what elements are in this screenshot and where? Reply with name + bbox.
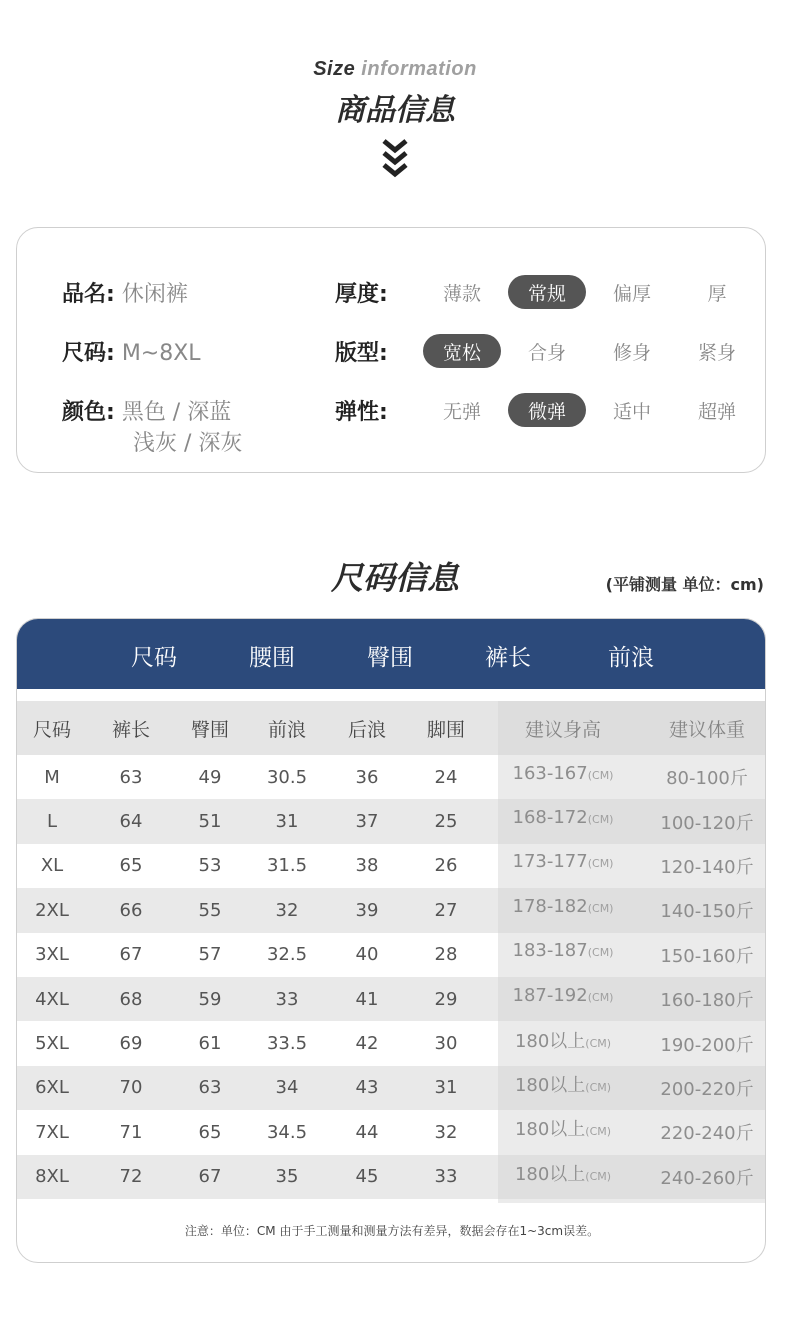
cell-hip: 55 [198,899,222,921]
fit-option-regular: 合身 [527,341,566,364]
cell-leg-opening: 25 [434,811,458,833]
height-value: 178-182 [512,895,588,917]
cell-back-rise: 40 [355,944,379,966]
cell-length: 71 [119,1121,143,1143]
height-unit: (CM) [587,946,614,960]
color-value-line-1: 黑色 / 深蓝 [121,400,232,425]
stretch-option-moderate: 适中 [612,400,651,423]
height-unit: (CM) [585,1080,612,1094]
size-info-title: 尺码信息 [330,559,459,597]
cell-back-rise: 36 [355,766,379,788]
cell-size: 4XL [35,988,69,1010]
size-table-card [16,618,766,1263]
size-word: Size [313,58,356,80]
cell-size: 2XL [35,899,69,921]
cell-leg-opening: 24 [434,766,458,788]
column-header-front-rise: 前浪 [267,718,306,741]
cell-front-rise: 32 [275,899,299,921]
thickness-option-regular: 常规 [508,275,586,309]
color-value-line-2: 浅灰 / 深灰 [133,431,243,456]
product-colors-line-2 [133,426,242,457]
stretch-option-slight: 微弹 [508,393,586,427]
cell-hip: 49 [198,766,222,788]
fit-option-loose: 宽松 [423,334,501,368]
cell-hip: 65 [198,1121,222,1143]
cell-recommended-weight: 80-100斤 [666,768,748,790]
band-label-waist: 腰围 [249,645,295,671]
cell-recommended-weight: 150-160斤 [660,945,754,967]
measurement-band [17,619,766,689]
recommendation-columns-shade [498,701,766,1203]
thickness-row [335,274,763,310]
information-word: information [361,58,477,80]
product-name-value: 休闲裤 [121,282,188,307]
cell-size: 7XL [35,1121,69,1143]
cell-size: 3XL [35,944,69,966]
cell-front-rise: 33 [275,988,299,1010]
cell-back-rise: 37 [355,811,379,833]
cell-recommended-weight: 120-140斤 [660,856,754,878]
height-value: 187-192 [512,984,588,1006]
stretch-row [335,392,763,428]
cell-size: M [44,766,60,788]
thickness-option-thicker: 偏厚 [612,282,651,305]
band-label-front-rise: 前浪 [608,645,654,671]
height-unit: (CM) [585,1169,612,1183]
size-range-value: M~8XL [121,341,201,366]
column-header-leg-opening: 脚围 [426,718,465,741]
cell-size: 5XL [35,1033,69,1055]
cell-leg-opening: 27 [434,899,458,921]
column-header-height: 建议身高 [524,718,601,741]
band-label-size: 尺码 [131,645,177,671]
cell-front-rise: 33.5 [266,1033,308,1055]
height-unit: (CM) [587,768,614,782]
stretch-option-high: 超弹 [697,400,736,423]
cell-back-rise: 41 [355,988,379,1010]
cell-hip: 51 [198,811,222,833]
product-name-label: 品名: [62,282,115,307]
cell-front-rise: 31 [275,811,299,833]
cell-back-rise: 42 [355,1033,379,1055]
cell-front-rise: 32.5 [266,944,308,966]
product-size-range [62,336,201,367]
cell-front-rise: 30.5 [266,766,308,788]
cell-length: 72 [119,1166,143,1188]
cell-length: 66 [119,899,143,921]
cell-leg-opening: 33 [434,1166,458,1188]
height-value: 163-167 [512,762,588,784]
height-value: 173-177 [512,851,588,873]
cell-leg-opening: 32 [434,1121,458,1143]
height-unit: (CM) [587,990,614,1004]
footnote: 注意：单位：CM 由于手工测量和测量方法有差异，数据会存在1~3cm误差。 [184,1224,600,1238]
thickness-option-thick: 厚 [707,282,727,305]
fit-option-tight: 紧身 [697,341,736,364]
cell-hip: 59 [198,988,222,1010]
cell-recommended-weight: 240-260斤 [660,1167,754,1189]
height-value: 180以上 [514,1030,586,1052]
cell-hip: 57 [198,944,222,966]
fit-label: 版型: [335,340,388,366]
height-value: 183-187 [512,940,588,962]
column-header-length: 裤长 [111,718,150,741]
fit-option-slim: 修身 [612,341,651,364]
cell-front-rise: 34.5 [266,1121,308,1143]
cell-front-rise: 35 [275,1166,299,1188]
cell-recommended-weight: 160-180斤 [660,990,754,1012]
cell-front-rise: 34 [275,1077,299,1099]
size-range-label: 尺码: [62,341,115,366]
cell-leg-opening: 31 [434,1077,458,1099]
cell-recommended-weight: 190-200斤 [660,1034,754,1056]
column-header-size: 尺码 [32,718,71,741]
stretch-option-none: 无弹 [442,400,481,423]
cell-leg-opening: 29 [434,988,458,1010]
cell-leg-opening: 30 [434,1033,458,1055]
column-header-weight: 建议体重 [668,718,745,741]
height-unit: (CM) [587,813,614,827]
cell-length: 68 [119,988,143,1010]
cell-length: 70 [119,1077,143,1099]
measurement-note: (平铺测量 单位：cm) [605,575,764,594]
height-value: 168-172 [512,807,588,829]
cell-recommended-weight: 140-150斤 [660,901,754,923]
cell-front-rise: 31.5 [266,855,308,877]
cell-length: 67 [119,944,143,966]
cell-size: 8XL [35,1166,69,1188]
column-header-hip: 臀围 [190,718,229,741]
cell-back-rise: 38 [355,855,379,877]
cell-size: XL [40,855,64,877]
chevron-down-icon [380,137,410,181]
band-label-length: 裤长 [485,645,531,671]
height-value: 180以上 [514,1163,586,1185]
cell-leg-opening: 26 [434,855,458,877]
product-info-title: 商品信息 [335,93,455,128]
fit-row [335,333,763,369]
cell-recommended-weight: 100-120斤 [660,812,754,834]
column-header-back-rise: 后浪 [347,718,386,741]
cell-hip: 53 [198,855,222,877]
size-information-heading [0,58,790,81]
cell-length: 63 [119,766,143,788]
cell-hip: 67 [198,1166,222,1188]
thickness-option-thin: 薄款 [442,282,481,305]
product-info-card [16,227,766,473]
cell-back-rise: 39 [355,899,379,921]
cell-recommended-weight: 200-220斤 [660,1078,754,1100]
cell-hip: 63 [198,1077,222,1099]
cell-length: 69 [119,1033,143,1055]
color-label: 颜色: [62,400,115,425]
cell-size: L [46,811,58,833]
height-value: 180以上 [514,1119,586,1141]
cell-back-rise: 45 [355,1166,379,1188]
stretch-label: 弹性: [335,399,388,425]
cell-back-rise: 43 [355,1077,379,1099]
height-unit: (CM) [585,1125,612,1139]
cell-hip: 61 [198,1033,222,1055]
height-unit: (CM) [587,857,614,871]
cell-size: 6XL [35,1077,69,1099]
cell-length: 64 [119,811,143,833]
cell-recommended-weight: 220-240斤 [660,1123,754,1145]
height-unit: (CM) [585,1036,612,1050]
band-label-hip: 臀围 [367,645,413,671]
thickness-label: 厚度: [335,281,388,307]
height-unit: (CM) [587,901,614,915]
product-name [62,277,188,308]
product-colors [62,395,231,426]
top-header [0,58,790,181]
cell-leg-opening: 28 [434,944,458,966]
height-value: 180以上 [514,1074,586,1096]
cell-length: 65 [119,855,143,877]
cell-back-rise: 44 [355,1121,379,1143]
